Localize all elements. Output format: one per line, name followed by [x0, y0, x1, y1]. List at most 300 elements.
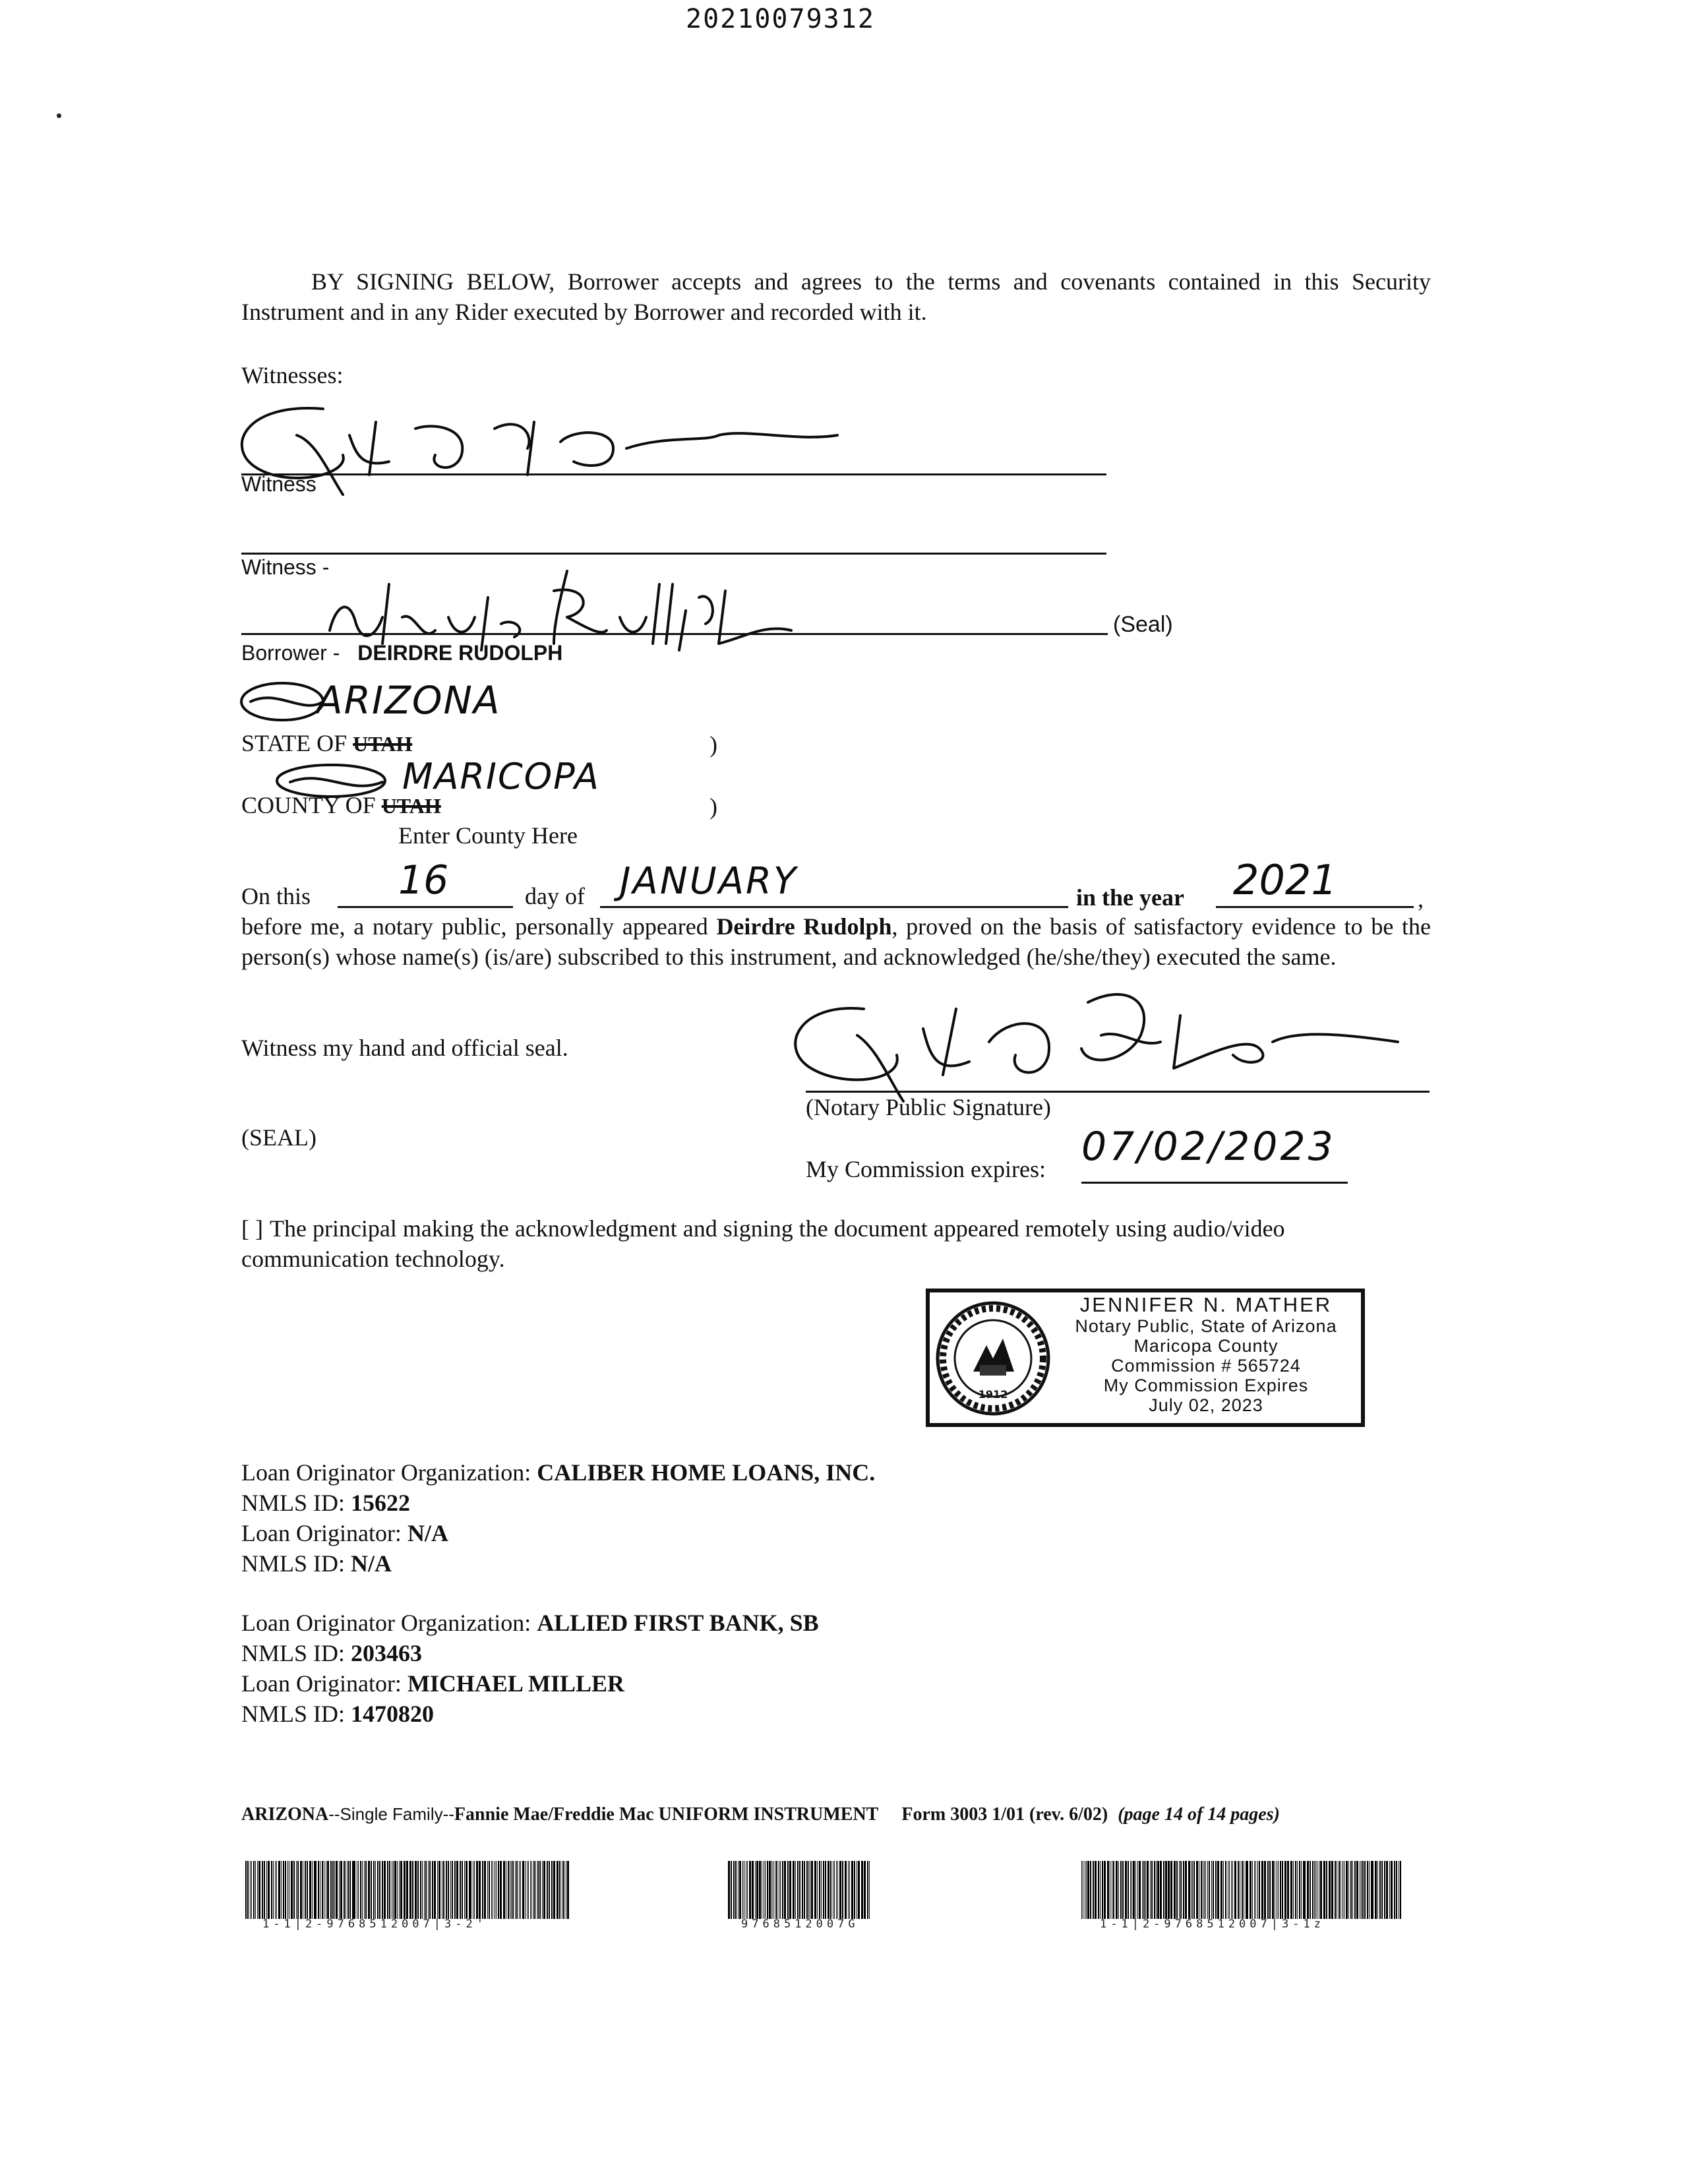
- loan-originator-nmls-row: [241, 1548, 875, 1579]
- barcode-bar: [1205, 1861, 1206, 1919]
- barcode-bar: [1272, 1861, 1274, 1919]
- barcode-bar: [271, 1861, 272, 1919]
- state-correction-mark: [237, 675, 330, 728]
- barcode-bar: [825, 1861, 826, 1919]
- barcode-bar: [1170, 1861, 1172, 1919]
- barcode-bar: [394, 1861, 396, 1919]
- barcode-bar: [273, 1861, 274, 1919]
- seal-label: (Seal): [1113, 612, 1173, 637]
- barcode-bar: [1157, 1861, 1159, 1919]
- barcode-bar: [1396, 1861, 1398, 1919]
- barcode-bar: [1192, 1861, 1193, 1919]
- witness2-label: Witness -: [241, 555, 330, 579]
- barcode-bar: [347, 1861, 349, 1919]
- barcode-bar: [1183, 1861, 1184, 1919]
- barcode-bar: [531, 1861, 532, 1919]
- barcode-bar: [1246, 1861, 1248, 1919]
- barcode-bar: [739, 1861, 741, 1919]
- remote-checkbox[interactable]: [ ]: [241, 1215, 263, 1242]
- lo-value: MICHAEL MILLER: [407, 1670, 624, 1697]
- on-this-label: On this: [241, 883, 311, 909]
- stamp-line1: Notary Public, State of Arizona: [1075, 1316, 1337, 1336]
- stamp-line4: My Commission Expires: [1103, 1376, 1309, 1395]
- barcode-bar: [434, 1861, 436, 1919]
- barcode-bar: [1116, 1861, 1118, 1919]
- month-value: JANUARY: [620, 860, 799, 903]
- barcode-bar: [1257, 1861, 1259, 1919]
- barcode-bar: [1163, 1861, 1164, 1919]
- barcode-bar: [382, 1861, 383, 1919]
- scan-speck: [57, 113, 61, 118]
- barcode-bar: [429, 1861, 431, 1919]
- barcode-bar: [1335, 1861, 1336, 1919]
- day-of-label: day of: [525, 883, 585, 909]
- barcode-bar: [1137, 1861, 1138, 1919]
- state-handwritten: ARIZONA: [316, 678, 501, 723]
- nmls-label: NMLS ID:: [241, 1640, 346, 1666]
- barcode-bar: [765, 1861, 766, 1919]
- footer-dash: --Single Family--: [328, 1804, 454, 1824]
- barcode-bar: [397, 1861, 398, 1919]
- barcode-bar: [1168, 1861, 1170, 1919]
- barcode-bar: [1389, 1861, 1390, 1919]
- barcode-bar: [1310, 1861, 1311, 1919]
- county-paren: ): [709, 793, 717, 820]
- barcode-bar: [1295, 1861, 1296, 1919]
- barcode-bar: [262, 1861, 263, 1919]
- barcode-bar: [268, 1861, 270, 1919]
- barcode-bar: [1145, 1861, 1146, 1919]
- barcode-bar: [285, 1861, 286, 1919]
- barcode-bar: [848, 1861, 849, 1919]
- barcode-bar: [1354, 1861, 1356, 1919]
- county-handwritten: MARICOPA: [402, 756, 601, 797]
- barcode-bar: [836, 1861, 837, 1919]
- ack-person: Deirdre Rudolph: [716, 913, 892, 940]
- barcode-bar: [474, 1861, 475, 1919]
- barcode-bar: [1362, 1861, 1364, 1919]
- originator-org-row: [241, 1608, 819, 1638]
- barcode-bar: [1176, 1861, 1178, 1919]
- barcode-bar: [404, 1861, 406, 1919]
- org-value: CALIBER HOME LOANS, INC.: [537, 1459, 876, 1486]
- in-the-year-label: in the year: [1076, 884, 1184, 911]
- stamp-text: [1052, 1294, 1360, 1415]
- barcode-bar: [389, 1861, 390, 1919]
- barcode-bar: [808, 1861, 809, 1919]
- barcode-bar: [1394, 1861, 1395, 1919]
- barcode-bar: [1375, 1861, 1377, 1919]
- barcode-bar: [755, 1861, 756, 1919]
- witness2-line: [241, 553, 1106, 555]
- barcode-bar: [1128, 1861, 1129, 1919]
- barcode-bar: [759, 1861, 761, 1919]
- barcode-bar: [1151, 1861, 1153, 1919]
- form-footer: [241, 1804, 1280, 1825]
- barcode-bar: [520, 1861, 521, 1919]
- barcode-bar: [1217, 1861, 1219, 1919]
- barcode-bar: [1303, 1861, 1304, 1919]
- barcode-bar: [1223, 1861, 1224, 1919]
- barcode-bar: [1284, 1861, 1286, 1919]
- barcode-bar: [1326, 1861, 1328, 1919]
- barcode-bar: [787, 1861, 789, 1919]
- barcode-bar: [1150, 1861, 1151, 1919]
- barcode-bar: [1361, 1861, 1362, 1919]
- originator-nmls-row: [241, 1638, 819, 1668]
- barcode-bar: [1323, 1861, 1325, 1919]
- barcode-bar: [834, 1861, 835, 1919]
- barcode-bar: [417, 1861, 419, 1919]
- barcode-bar: [1133, 1861, 1135, 1919]
- barcode-bar: [412, 1861, 414, 1919]
- barcode-bar: [1125, 1861, 1127, 1919]
- barcode-bar: [245, 1861, 247, 1919]
- barcode-bar: [281, 1861, 282, 1919]
- barcode-bar: [487, 1861, 488, 1919]
- commission-label: My Commission expires:: [806, 1156, 1046, 1182]
- barcode-bar: [516, 1861, 518, 1919]
- lo-label: Loan Originator:: [241, 1670, 402, 1697]
- originator-block-2: [241, 1608, 819, 1729]
- barcode-bar: [547, 1861, 548, 1919]
- barcode-bar: [795, 1861, 797, 1919]
- barcode-bar: [1314, 1861, 1315, 1919]
- barcode-bar: [422, 1861, 423, 1919]
- barcode-bar: [1102, 1861, 1103, 1919]
- barcode-bar: [542, 1861, 543, 1919]
- barcode-bar: [746, 1861, 747, 1919]
- county-row: [241, 790, 441, 821]
- barcode-bar: [1107, 1861, 1109, 1919]
- barcode-bar: [424, 1861, 425, 1919]
- witness-hand-text: Witness my hand and official seal.: [241, 1035, 568, 1061]
- barcode-bar: [352, 1861, 354, 1919]
- barcode-bar: [400, 1861, 402, 1919]
- barcode-bar: [336, 1861, 338, 1919]
- state-printed: UTAH: [353, 732, 413, 756]
- barcode-bar: [296, 1861, 297, 1919]
- barcode-bar: [563, 1861, 564, 1919]
- barcode-bar: [733, 1861, 735, 1919]
- lo-value: N/A: [407, 1520, 448, 1546]
- barcode-bar: [373, 1861, 375, 1919]
- barcode-bar: [247, 1861, 249, 1919]
- barcode-bar: [780, 1861, 781, 1919]
- barcode-bar: [1154, 1861, 1155, 1919]
- stamp-line3: Commission # 565724: [1111, 1356, 1301, 1376]
- barcode-bar: [1090, 1861, 1091, 1919]
- barcode-bar: [1229, 1861, 1230, 1919]
- seal-placeholder-label: (SEAL): [241, 1124, 316, 1151]
- barcode-bar: [479, 1861, 481, 1919]
- loan-originator-row: [241, 1518, 875, 1548]
- barcode-bar: [1264, 1861, 1266, 1919]
- barcode-bar: [771, 1861, 772, 1919]
- barcode-bar: [869, 1861, 870, 1919]
- remote-paragraph: [241, 1213, 1431, 1274]
- barcode-bar: [1143, 1861, 1145, 1919]
- barcode-bar: [845, 1861, 847, 1919]
- barcode-bar: [508, 1861, 509, 1919]
- barcode-bar: [500, 1861, 502, 1919]
- barcode-bar: [340, 1861, 342, 1919]
- county-hint: Enter County Here: [398, 822, 578, 849]
- barcode-bar: [1259, 1861, 1260, 1919]
- barcode-bar: [1193, 1861, 1195, 1919]
- barcode-bar: [438, 1861, 440, 1919]
- barcode-bar: [1118, 1861, 1119, 1919]
- footer-form: Form 3003 1/01 (rev. 6/02): [901, 1804, 1108, 1825]
- barcode-bar: [409, 1861, 411, 1919]
- barcode-bar: [1339, 1861, 1341, 1919]
- barcode-bar: [255, 1861, 256, 1919]
- barcode-bar: [368, 1861, 370, 1919]
- originator-nmls-row: [241, 1488, 875, 1518]
- barcode-bar: [305, 1861, 306, 1919]
- barcode-bar: [314, 1861, 315, 1919]
- barcode-bar: [503, 1861, 505, 1919]
- barcode-bar: [519, 1861, 520, 1919]
- barcode-bar: [769, 1861, 771, 1919]
- barcode-bar: [1242, 1861, 1243, 1919]
- barcode-bar: [349, 1861, 351, 1919]
- barcode-bar: [387, 1861, 388, 1919]
- barcode-bar: [1156, 1861, 1157, 1919]
- barcode-bar: [491, 1861, 492, 1919]
- barcode-bar: [767, 1861, 768, 1919]
- barcode-bar: [543, 1861, 545, 1919]
- day-line: [338, 906, 513, 908]
- org-value: ALLIED FIRST BANK, SB: [537, 1610, 819, 1636]
- barcode-bar: [482, 1861, 483, 1919]
- barcode-bar: [749, 1861, 751, 1919]
- intro-text: Borrower accepts and agrees to the terms and covenants contained in this Security Instrument and in any Rider executed by Borrower and recorded with it.: [241, 268, 1432, 325]
- barcode-bar: [731, 1861, 732, 1919]
- barcode-bar: [1315, 1861, 1316, 1919]
- org-label: Loan Originator Organization:: [241, 1459, 531, 1486]
- state-paren: ): [709, 731, 717, 758]
- borrower-line: [241, 633, 1108, 635]
- barcode-bar: [454, 1861, 456, 1919]
- barcode-right-label: 1-1|2-9768512007|3-1z: [1100, 1918, 1325, 1931]
- remote-text: The principal making the acknowledgment and signing the document appeared remotely using audio/video communication technology.: [241, 1215, 1285, 1272]
- barcode-bar: [334, 1861, 335, 1919]
- barcode-bar: [1095, 1861, 1097, 1919]
- barcode-bar: [498, 1861, 499, 1919]
- barcode-bar: [551, 1861, 553, 1919]
- barcode-bar: [837, 1861, 838, 1919]
- barcode-bar: [283, 1861, 284, 1919]
- barcode-bar: [1261, 1861, 1263, 1919]
- barcode-bar: [1348, 1861, 1349, 1919]
- barcode-bar: [322, 1861, 323, 1919]
- lo-label: Loan Originator:: [241, 1520, 402, 1546]
- barcode-bar: [1400, 1861, 1401, 1919]
- lo-nmls-value: 1470820: [351, 1701, 435, 1727]
- barcode-bar: [1250, 1861, 1251, 1919]
- lo-nmls-value: N/A: [351, 1550, 392, 1577]
- barcode-bar: [1209, 1861, 1210, 1919]
- state-label: STATE OF: [241, 730, 347, 756]
- footer-page: (page 14 of 14 pages): [1118, 1804, 1280, 1825]
- barcode-bar: [1215, 1861, 1217, 1919]
- originator-org-row: [241, 1457, 875, 1488]
- borrower-label-text: Borrower -: [241, 641, 340, 665]
- notary-sig-label: (Notary Public Signature): [806, 1094, 1051, 1120]
- stamp-line5: July 02, 2023: [1149, 1395, 1263, 1415]
- barcode-bar: [1350, 1861, 1352, 1919]
- barcode-bar: [752, 1861, 754, 1919]
- barcode-bar: [557, 1861, 558, 1919]
- barcode-bar: [797, 1861, 799, 1919]
- barcode-bar: [266, 1861, 267, 1919]
- nmls-label: NMLS ID:: [241, 1490, 346, 1516]
- barcode-bar: [1369, 1861, 1370, 1919]
- barcode-bar: [858, 1861, 860, 1919]
- barcode-bar: [1135, 1861, 1136, 1919]
- barcode-bar: [735, 1861, 737, 1919]
- barcode-bar: [861, 1861, 863, 1919]
- barcode-bar: [533, 1861, 535, 1919]
- barcode-bar: [1280, 1861, 1282, 1919]
- barcode-bar: [466, 1861, 467, 1919]
- lo-nmls-label: NMLS ID:: [241, 1550, 346, 1577]
- originator-block-1: [241, 1457, 875, 1579]
- barcode-bar: [823, 1861, 824, 1919]
- barcode-bar: [1081, 1861, 1082, 1919]
- barcode-bar: [817, 1861, 818, 1919]
- barcode-bar: [799, 1861, 800, 1919]
- barcode-bar: [1225, 1861, 1226, 1919]
- barcode-bar: [1110, 1861, 1111, 1919]
- barcode-bar: [1254, 1861, 1255, 1919]
- barcode-bar: [793, 1861, 795, 1919]
- barcode-bar: [1299, 1861, 1300, 1919]
- barcode-bar: [377, 1861, 378, 1919]
- barcode-bar: [1196, 1861, 1198, 1919]
- arizona-state-seal: [934, 1299, 1052, 1418]
- barcode-bar: [747, 1861, 748, 1919]
- barcode-bar: [1122, 1861, 1124, 1919]
- org-label: Loan Originator Organization:: [241, 1610, 531, 1636]
- barcode-bar: [1130, 1861, 1131, 1919]
- year-line: [1216, 906, 1414, 908]
- barcode-bar: [1188, 1861, 1190, 1919]
- barcode-bar: [1307, 1861, 1309, 1919]
- nmls-value: 15622: [351, 1490, 411, 1516]
- commission-line: [1081, 1182, 1348, 1184]
- barcode-bar: [553, 1861, 555, 1919]
- barcode-bar: [821, 1861, 822, 1919]
- barcode-bar: [297, 1861, 299, 1919]
- footer-state: ARIZONA: [241, 1804, 329, 1825]
- barcode-bar: [1160, 1861, 1162, 1919]
- barcode-bar: [854, 1861, 855, 1919]
- barcode-bar: [312, 1861, 313, 1919]
- barcode-bar: [833, 1861, 834, 1919]
- barcode-bar: [1342, 1861, 1343, 1919]
- barcode-bar: [293, 1861, 295, 1919]
- barcode-bar: [1267, 1861, 1269, 1919]
- barcode-bar: [1098, 1861, 1100, 1919]
- barcode-bar: [530, 1861, 531, 1919]
- barcode-bar: [804, 1861, 805, 1919]
- barcode-bar: [1379, 1861, 1381, 1919]
- barcode-bar: [539, 1861, 541, 1919]
- year-value: 2021: [1233, 856, 1337, 904]
- witnesses-label: Witnesses:: [241, 362, 344, 388]
- barcode-bar: [476, 1861, 478, 1919]
- barcode-bar: [782, 1861, 784, 1919]
- barcode-bar: [1120, 1861, 1122, 1919]
- barcode-bar: [1331, 1861, 1333, 1919]
- barcode-bar: [1238, 1861, 1239, 1919]
- barcode-bar: [1165, 1861, 1167, 1919]
- barcode-bar: [839, 1861, 841, 1919]
- barcode-bar: [276, 1861, 277, 1919]
- commission-value: 07/02/2023: [1081, 1124, 1336, 1170]
- barcode-bar: [358, 1861, 359, 1919]
- barcode-bar: [437, 1861, 438, 1919]
- barcode-bar: [257, 1861, 258, 1919]
- nmls-value: 203463: [351, 1640, 423, 1666]
- barcode-bar: [1386, 1861, 1388, 1919]
- barcode-bar: [1180, 1861, 1182, 1919]
- barcode-bar: [830, 1861, 831, 1919]
- barcode-bar: [307, 1861, 308, 1919]
- notary-signature: [771, 976, 1418, 1108]
- barcode-bar: [344, 1861, 345, 1919]
- lo-nmls-label: NMLS ID:: [241, 1701, 346, 1727]
- ack-paragraph: [241, 911, 1431, 972]
- barcode-bar: [1179, 1861, 1180, 1919]
- barcode-bar: [1232, 1861, 1233, 1919]
- barcode-bar: [1371, 1861, 1373, 1919]
- barcode-bar: [456, 1861, 458, 1919]
- barcode-bar: [1304, 1861, 1306, 1919]
- barcode-bar: [1131, 1861, 1132, 1919]
- barcode-bar: [258, 1861, 260, 1919]
- month-line: [600, 906, 1068, 908]
- barcode-bar: [1234, 1861, 1236, 1919]
- stamp-line2: Maricopa County: [1133, 1336, 1279, 1356]
- barcode-bar: [484, 1861, 486, 1919]
- barcode-bar: [432, 1861, 434, 1919]
- barcode-bar: [330, 1861, 332, 1919]
- barcode-bar: [1356, 1861, 1358, 1919]
- barcode-bar: [364, 1861, 365, 1919]
- barcode-bar: [452, 1861, 454, 1919]
- barcode-bar: [1381, 1861, 1383, 1919]
- ack-body-1: before me, a notary public, personally appeared: [241, 913, 717, 940]
- barcode-bar: [728, 1861, 730, 1919]
- barcode-bar: [393, 1861, 394, 1919]
- barcode-bar: [460, 1861, 461, 1919]
- barcode-bar: [446, 1861, 447, 1919]
- barcode-bar: [559, 1861, 560, 1919]
- barcode-bar: [828, 1861, 829, 1919]
- barcode-bar: [1282, 1861, 1283, 1919]
- barcode-bar: [291, 1861, 293, 1919]
- barcode-bar: [567, 1861, 569, 1919]
- barcode-bar: [365, 1861, 367, 1919]
- barcode-bar: [1312, 1861, 1313, 1919]
- barcode-bar: [1297, 1861, 1298, 1919]
- barcode-bar: [1278, 1861, 1279, 1919]
- barcode-middle-label: 9768512007G: [741, 1918, 859, 1931]
- barcode-left-label: 1-1|2-9768512007|3-2': [262, 1918, 487, 1931]
